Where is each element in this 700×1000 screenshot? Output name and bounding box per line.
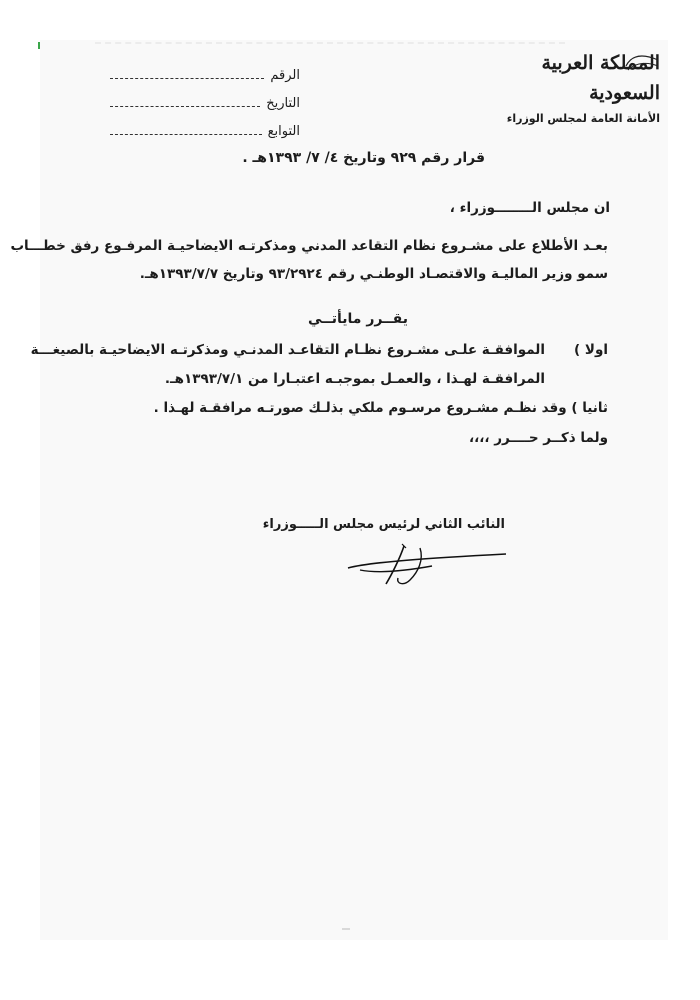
scanned-sheet [40,40,668,940]
edge-mark [38,42,40,49]
date-line [110,106,260,107]
number-field [110,55,300,83]
kingdom-title: المملكة العربية السعودية [541,52,660,104]
footer-mark [342,928,350,930]
date-field [110,83,300,111]
attachments-label: التوابع [267,124,300,139]
item-1-line-a: الموافقـة علـى مشـروع نظـام التقاعـد المدنـي ومذكرتـه الايضاحيـة بالصيغـــة [30,342,545,358]
number-label: الرقم [270,68,300,83]
letterhead-flourish-icon [624,52,660,74]
item-2: ثانيا ) وقد نظـم مشـروع مرسـوم ملكي بذلـك صورتـه مرافقـة لهـذا . [153,400,608,416]
attachments-line [110,134,262,135]
secretariat-title: الأمانة العامة لمجلس الوزراء [506,112,660,125]
number-line [110,78,264,79]
item-1-number: اولا ) [574,342,608,358]
item-1-line-b: المرافقـة لهـذا ، والعمـل بموجبـه اعتبـارا من ١٣٩٣/٧/١هـ. [164,371,545,387]
resolves-heading: يقــرر مايأتــي [308,311,408,327]
decision-number-line: قرار رقم ٩٢٩ وتاريخ ٤/ ٧/ ١٣٩٣هـ . [242,150,485,166]
reference-fields [110,55,300,139]
closing-line: ولما ذكــر حــــرر ،،،، [469,430,608,446]
greeting: ان مجلس الــــــــوزراء ، [449,200,610,216]
attachments-field [110,111,300,139]
signatory-title: النائب الثاني لرئيس مجلس الـــــوزراء [262,517,505,532]
paragraph-line-1: بعـد الأطلاع على مشـروع نظام التقاعد المدني ومذكرتـه الايضاحيـة المرفـوع رفق خطـــاب [10,238,608,254]
paragraph-line-2: سمو وزير الماليـة والاقتصـاد الوطنـي رقم ٩٣/٢٩٢٤ وتاريخ ١٣٩٣/٧/٧هـ. [139,266,608,282]
date-label: التاريخ [266,96,300,111]
top-edge-dash [95,42,565,44]
handwritten-signature [340,540,510,590]
